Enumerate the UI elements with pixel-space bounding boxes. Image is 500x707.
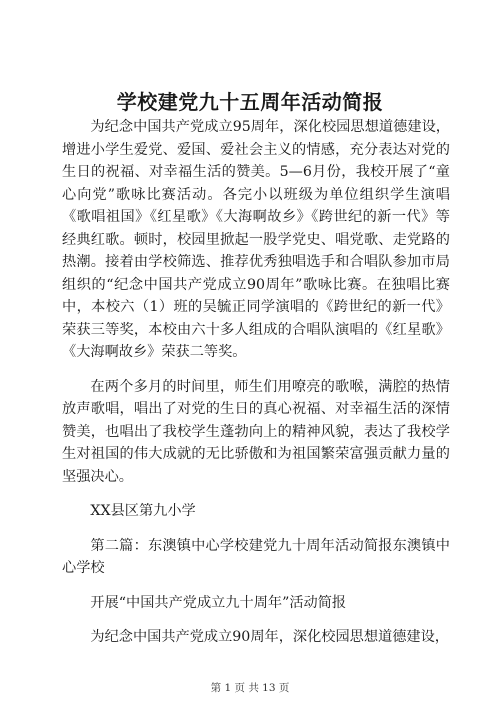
document-title: 学校建党九十五周年活动简报: [116, 90, 384, 114]
paragraph-continuation: 为纪念中国共产党成立90周年，深化校园思想道德建设，: [90, 629, 449, 645]
section-heading: 第二篇：东澳镇中心学校建党九十周年活动简报东澳镇中心学校: [62, 537, 450, 576]
paragraph-intro: 为纪念中国共产党成立95周年，深化校园思想道德建设，增进小学生爱党、爱国、爱社会主义的情感，充分表达对党的生日的祝福、对幸福生活的赞美。5—6月份，我校开展了“童心向党”歌咏比赛活动。各完小以班级为单位组织学生演唱《歌唱祖国》《红星歌》《大海啊故乡》《跨世纪的新一代》等经典红歌。顿时，校园里掀起一股学党史、唱党歌、走党路的热潮。接着由学校筛选、推荐优秀独唱选手和合唱队参加市局组织的“纪念中国共产党成立90周年”歌咏比赛。在独唱比赛中，本校六（1）班的吴毓正同学演唱的《跨世纪的新一代》荣获三等奖，本校由六十多人组成的合唱队演唱的《红星歌》《大海啊故乡》荣获二等奖。: [62, 119, 450, 360]
page-number-footer: 第 1 页 共 13 页: [210, 682, 290, 694]
subsection-heading: 开展“中国共产党成立九十周年”活动简报: [90, 594, 347, 611]
school-signature: XX县区第九小学: [90, 503, 196, 519]
document-body: [62, 116, 450, 649]
paragraph-summary: 在两个多月的时间里，师生们用嘹亮的歌喉，满腔的热情放声歌唱，唱出了对党的生日的真心祝福、对幸福生活的深情赞美，也唱出了我校学生蓬勃向上的精神风貌，表达了我校学生对祖国的伟大成就的无比骄傲和为祖国繁荣富强贡献力量的坚强决心。: [62, 378, 450, 485]
